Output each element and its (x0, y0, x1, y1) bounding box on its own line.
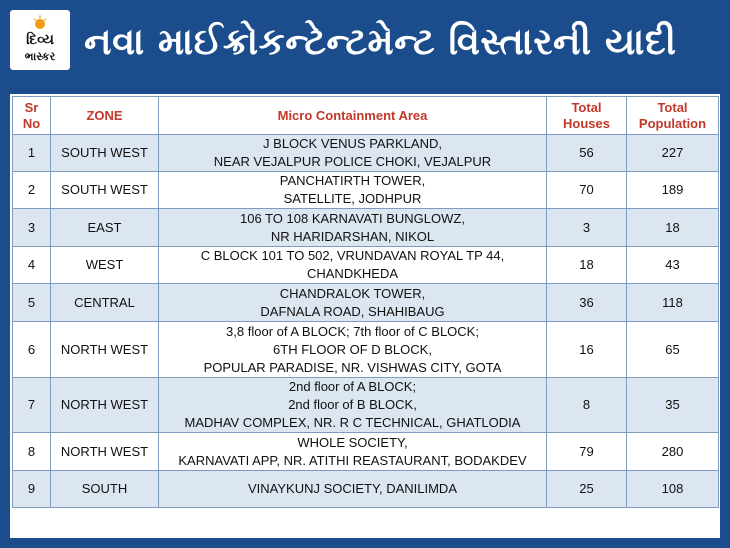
area-line: VINAYKUNJ SOCIETY, DANILIMDA (247, 481, 457, 496)
cell-houses: 70 (547, 172, 627, 209)
cell-area (159, 247, 547, 284)
cell-population: 189 (627, 172, 719, 209)
area-line: PANCHATIRTH TOWER, (279, 173, 426, 188)
table-header-row (13, 97, 719, 135)
area-line: 3,8 floor of A BLOCK; 7th floor of C BLOCK; (226, 323, 479, 339)
cell-zone: EAST (51, 209, 159, 247)
cell-zone: NORTH WEST (51, 433, 159, 471)
area-line: NEAR VEJALPUR POLICE CHOKI, VEJALPUR (213, 154, 492, 169)
cell-zone: SOUTH WEST (51, 172, 159, 209)
cell-houses: 36 (547, 284, 627, 322)
cell-population: 35 (627, 378, 719, 433)
cell-population: 65 (627, 322, 719, 378)
cell-sr-no: 2 (13, 172, 51, 209)
area-line: 106 TO 108 KARNAVATI BUNGLOWZ, (240, 210, 465, 226)
cell-sr-no: 9 (13, 471, 51, 508)
sun-icon (32, 14, 48, 30)
cell-houses: 3 (547, 209, 627, 247)
cell-zone: NORTH WEST (51, 378, 159, 433)
area-line: 2nd floor of B BLOCK, (288, 397, 417, 412)
cell-area (159, 322, 547, 378)
logo-text-line1: દિવ્ય (26, 32, 54, 48)
area-line: MADHAV COMPLEX, NR. R C TECHNICAL, GHATLODIA (184, 415, 521, 430)
area-line: WHOLE SOCIETY, (297, 434, 408, 450)
table-body (13, 135, 719, 508)
area-line: CHANDKHEDA (306, 266, 398, 281)
col-header-area: Micro Containment Area (159, 97, 547, 135)
col-header-houses: Total Houses (547, 97, 627, 135)
cell-houses: 56 (547, 135, 627, 172)
cell-sr-no: 8 (13, 433, 51, 471)
area-line: SATELLITE, JODHPUR (283, 191, 422, 206)
cell-zone: WEST (51, 247, 159, 284)
cell-zone: NORTH WEST (51, 322, 159, 378)
table-row (13, 247, 719, 284)
divya-bhaskar-logo (10, 10, 70, 70)
cell-sr-no: 7 (13, 378, 51, 433)
area-line: CHANDRALOK TOWER, (279, 285, 426, 301)
cell-population: 118 (627, 284, 719, 322)
table-panel (10, 94, 720, 538)
table-row (13, 172, 719, 209)
table-row (13, 284, 719, 322)
table-row (13, 378, 719, 433)
cell-sr-no: 3 (13, 209, 51, 247)
page-title: નવા માઈક્રોકન્ટેન્ટમેન્ટ વિસ્તારની યાદી (84, 20, 677, 63)
col-header-zone: ZONE (51, 97, 159, 135)
cell-houses: 16 (547, 322, 627, 378)
area-line: 6TH FLOOR OF D BLOCK, (273, 341, 432, 357)
cell-population: 43 (627, 247, 719, 284)
cell-zone: SOUTH WEST (51, 135, 159, 172)
cell-area (159, 209, 547, 247)
table-row (13, 209, 719, 247)
cell-population: 280 (627, 433, 719, 471)
cell-zone: CENTRAL (51, 284, 159, 322)
area-line: J BLOCK VENUS PARKLAND, (263, 136, 442, 151)
cell-sr-no: 1 (13, 135, 51, 172)
cell-houses: 18 (547, 247, 627, 284)
header-banner (0, 0, 730, 88)
cell-zone: SOUTH (51, 471, 159, 508)
area-line: NR HARIDARSHAN, NIKOL (270, 228, 435, 244)
containment-table (12, 96, 719, 508)
cell-area (159, 471, 547, 508)
table-row (13, 322, 719, 378)
cell-area (159, 433, 547, 471)
area-line: KARNAVATI APP, NR. ATITHI REASTAURANT, BODAKDEV (178, 452, 527, 468)
cell-houses: 79 (547, 433, 627, 471)
cell-area (159, 378, 547, 433)
area-line: 2nd floor of A BLOCK; (288, 379, 417, 394)
table-row (13, 471, 719, 508)
table-row (13, 135, 719, 172)
cell-population: 108 (627, 471, 719, 508)
table-row (13, 433, 719, 471)
logo-text-line2: ભાસ્કર (24, 50, 56, 63)
area-line: DAFNALA ROAD, SHAHIBAUG (260, 303, 445, 319)
cell-sr-no: 5 (13, 284, 51, 322)
area-line: C BLOCK 101 TO 502, VRUNDAVAN ROYAL TP 44, (200, 248, 505, 263)
cell-population: 18 (627, 209, 719, 247)
cell-houses: 25 (547, 471, 627, 508)
cell-sr-no: 6 (13, 322, 51, 378)
col-header-sr-no: Sr No (13, 97, 51, 135)
cell-houses: 8 (547, 378, 627, 433)
cell-area (159, 172, 547, 209)
cell-sr-no: 4 (13, 247, 51, 284)
col-header-population: Total Population (627, 97, 719, 135)
cell-population: 227 (627, 135, 719, 172)
cell-area (159, 284, 547, 322)
cell-area (159, 135, 547, 172)
area-line: POPULAR PARADISE, NR. VISHWAS CITY, GOTA (203, 359, 502, 375)
